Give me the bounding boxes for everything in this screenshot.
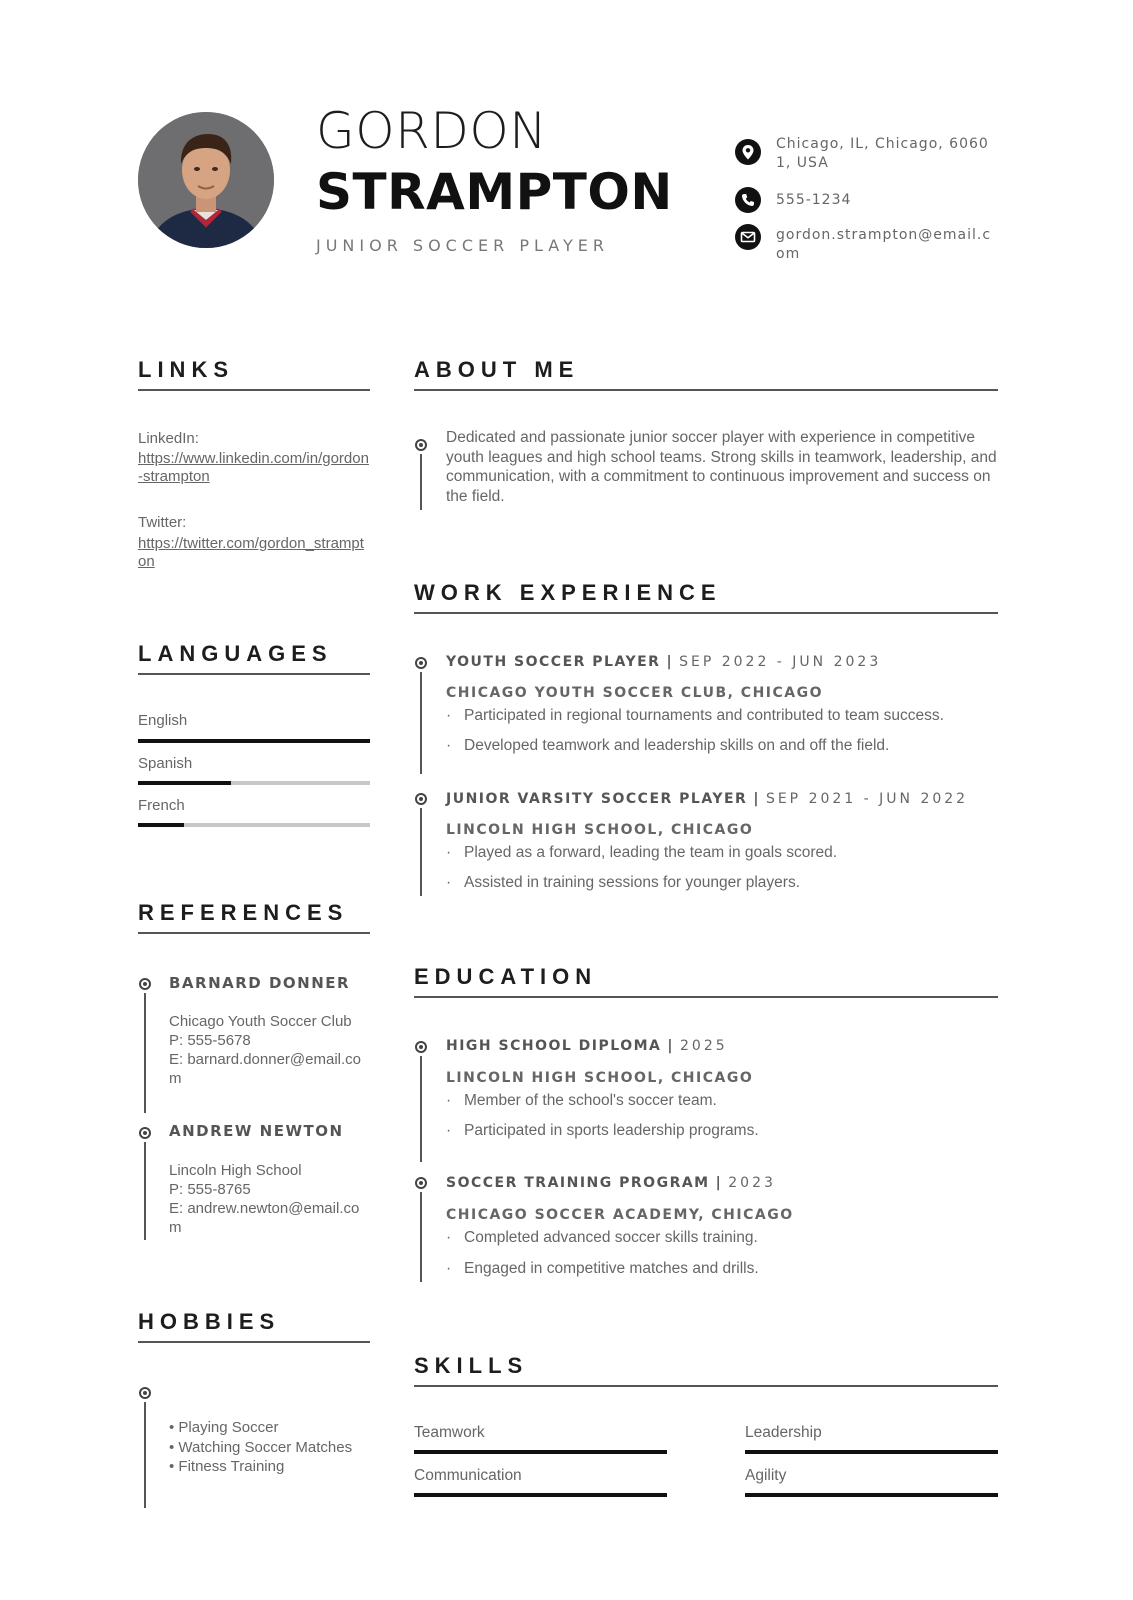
timeline-marker-icon	[415, 657, 427, 669]
education-bullet: · Completed advanced soccer skills training.	[446, 1229, 758, 1246]
job-organization: LINCOLN HIGH SCHOOL, CHICAGO	[446, 822, 754, 838]
job-title: JUNIOR SOCCER PLAYER	[316, 236, 609, 255]
skill-level-bar	[414, 1450, 667, 1454]
timeline-marker-icon	[415, 439, 427, 451]
about-title: ABOUT ME	[414, 357, 580, 382]
job-entry-title: JUNIOR VARSITY SOCCER PLAYER | SEP 2021 - JUN 2022	[446, 791, 969, 807]
language-level-fill	[138, 823, 184, 827]
education-bullet: · Member of the school's soccer team.	[446, 1092, 717, 1109]
contact-email[interactable]: gordon.strampton@email.com	[776, 227, 992, 262]
timeline-line	[144, 1142, 146, 1240]
skill-name: Communication	[414, 1467, 522, 1484]
reference-phone: P: 555-5678	[169, 1032, 251, 1049]
languages-divider	[138, 673, 370, 675]
twitter-label: Twitter:	[138, 514, 187, 531]
references-title: REFERENCES	[138, 900, 349, 925]
education-year: 2025	[680, 1038, 728, 1054]
language-level-fill	[138, 739, 370, 743]
phone-icon	[735, 187, 761, 213]
timeline-marker-icon	[415, 1041, 427, 1053]
linkedin-label: LinkedIn:	[138, 430, 199, 447]
job-dates: SEP 2021 - JUN 2022	[765, 791, 969, 807]
contact-address: Chicago, IL, Chicago, 60601, USA	[776, 136, 989, 171]
skill-level-bar	[414, 1493, 667, 1497]
timeline-line	[144, 1402, 146, 1508]
about-divider	[414, 389, 998, 391]
education-entry-title: HIGH SCHOOL DIPLOMA | 2025	[446, 1038, 728, 1054]
language-level-bar	[138, 781, 370, 785]
last-name: STRAMPTON	[316, 163, 673, 221]
timeline-line	[420, 672, 422, 774]
education-organization: LINCOLN HIGH SCHOOL, CHICAGO	[446, 1070, 754, 1086]
skill-name: Leadership	[745, 1424, 822, 1441]
contact-phone: 555-1234	[776, 192, 852, 208]
first-name: GORDON	[316, 102, 548, 160]
job-entry-title: YOUTH SOCCER PLAYER | SEP 2022 - JUN 2023	[446, 654, 882, 670]
language-level-bar	[138, 823, 370, 827]
job-bullet: · Assisted in training sessions for younger players.	[446, 874, 800, 891]
reference-org: Chicago Youth Soccer Club	[169, 1013, 352, 1030]
language-name: English	[138, 712, 188, 729]
experience-title: WORK EXPERIENCE	[414, 580, 722, 605]
links-title: LINKS	[138, 357, 234, 382]
timeline-marker-icon	[139, 1387, 151, 1399]
education-degree: SOCCER TRAINING PROGRAM	[446, 1175, 710, 1191]
education-entry-title: SOCCER TRAINING PROGRAM | 2023	[446, 1175, 776, 1191]
education-year: 2023	[728, 1175, 776, 1191]
envelope-icon	[735, 224, 761, 250]
profile-photo	[138, 112, 274, 248]
hobby-item: • Watching Soccer Matches	[169, 1439, 353, 1456]
hobbies-divider	[138, 1341, 370, 1343]
job-bullet: · Played as a forward, leading the team in goals scored.	[446, 844, 838, 861]
experience-divider	[414, 612, 998, 614]
timeline-marker-icon	[415, 793, 427, 805]
skill-name: Teamwork	[414, 1424, 485, 1441]
reference-email[interactable]: E: barnard.donner@email.com	[169, 1051, 361, 1087]
references-divider	[138, 932, 370, 934]
timeline-line	[420, 808, 422, 896]
job-dates: SEP 2022 - JUN 2023	[679, 654, 882, 670]
skills-title: SKILLS	[414, 1353, 529, 1378]
education-organization: CHICAGO SOCCER ACADEMY, CHICAGO	[446, 1207, 794, 1223]
language-name: Spanish	[138, 755, 193, 772]
twitter-link[interactable]: https://twitter.com/gordon_strampton	[138, 535, 364, 570]
language-level-fill	[138, 781, 231, 785]
job-role: YOUTH SOCCER PLAYER	[446, 654, 661, 670]
reference-name: ANDREW NEWTON	[169, 1122, 344, 1140]
job-bullet: · Developed teamwork and leadership skills on and off the field.	[446, 737, 890, 754]
timeline-line	[420, 1192, 422, 1282]
location-pin-icon	[735, 139, 761, 165]
language-level-bar	[138, 739, 370, 743]
linkedin-link[interactable]: https://www.linkedin.com/in/gordon-strampton	[138, 450, 369, 485]
timeline-line	[420, 1056, 422, 1162]
skill-name: Agility	[745, 1467, 787, 1484]
education-bullet: · Participated in sports leadership programs.	[446, 1122, 759, 1139]
education-divider	[414, 996, 998, 998]
timeline-marker-icon	[415, 1177, 427, 1189]
timeline-line	[144, 993, 146, 1113]
job-organization: CHICAGO YOUTH SOCCER CLUB, CHICAGO	[446, 685, 824, 701]
hobbies-title: HOBBIES	[138, 1309, 281, 1334]
reference-name: BARNARD DONNER	[169, 974, 351, 992]
about-text: Dedicated and passionate junior soccer player with experience in competitive youth leagues and high school teams. Strong skills in teamwork, leadership, and communication, with a commitment to continuous improvement and success on the field.	[446, 429, 997, 505]
job-role: JUNIOR VARSITY SOCCER PLAYER	[446, 791, 748, 807]
reference-org: Lincoln High School	[169, 1162, 302, 1179]
education-title: EDUCATION	[414, 964, 598, 989]
skills-divider	[414, 1385, 998, 1387]
languages-title: LANGUAGES	[138, 641, 333, 666]
hobby-item: • Playing Soccer	[169, 1419, 279, 1436]
reference-email[interactable]: E: andrew.newton@email.com	[169, 1200, 360, 1236]
education-degree: HIGH SCHOOL DIPLOMA	[446, 1038, 662, 1054]
skill-level-bar	[745, 1450, 998, 1454]
links-divider	[138, 389, 370, 391]
timeline-marker-icon	[139, 978, 151, 990]
timeline-marker-icon	[139, 1127, 151, 1139]
job-bullet: · Participated in regional tournaments and contributed to team success.	[446, 707, 944, 724]
skill-level-bar	[745, 1493, 998, 1497]
reference-phone: P: 555-8765	[169, 1181, 251, 1198]
timeline-line	[420, 454, 422, 510]
language-name: French	[138, 797, 185, 814]
hobby-item: • Fitness Training	[169, 1458, 285, 1475]
education-bullet: · Engaged in competitive matches and drills.	[446, 1260, 759, 1277]
